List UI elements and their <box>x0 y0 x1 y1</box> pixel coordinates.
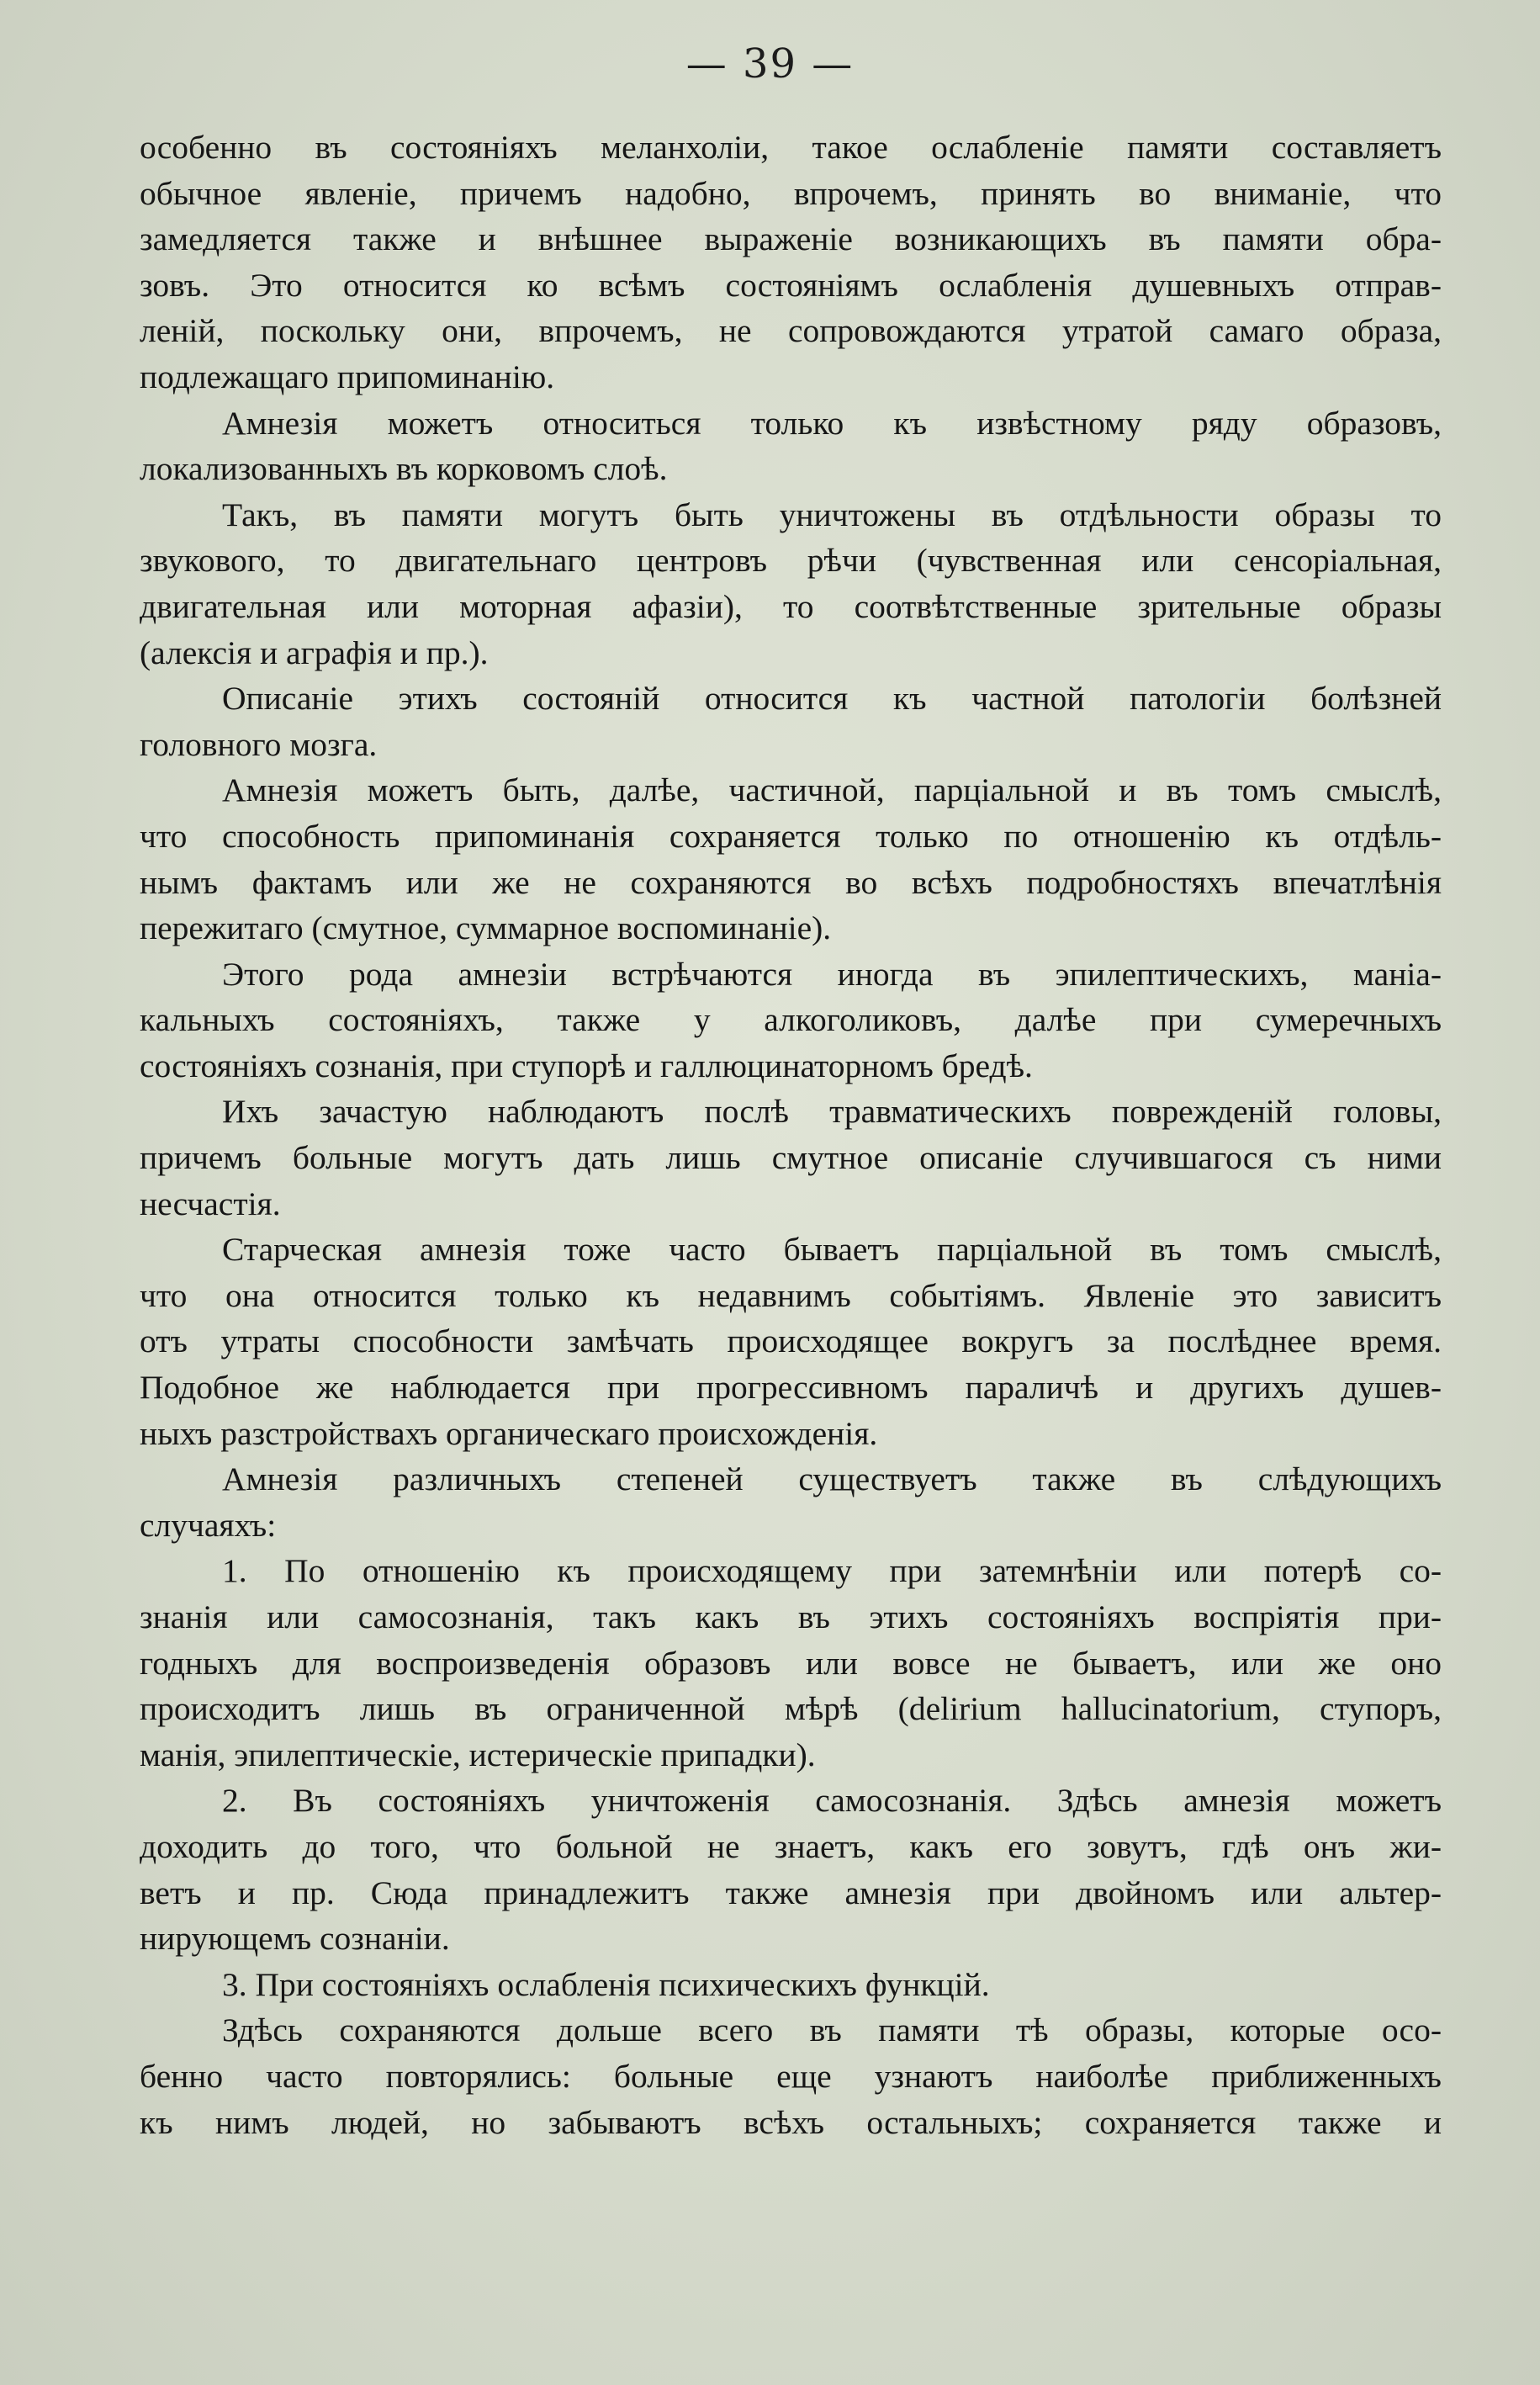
paragraph <box>140 1962 1442 2008</box>
text-line: знанія или самосознанія, такъ какъ въ этихъ состояніяхъ воспріятія при- <box>140 1598 1442 1635</box>
paragraph <box>140 1456 1442 1548</box>
paragraph <box>140 1227 1442 1456</box>
text-line: происходитъ лишь въ ограниченной мѣрѣ (delirium hallucinatorium, ступоръ, <box>140 1690 1442 1728</box>
paragraph <box>140 125 1442 400</box>
text-line: доходить до того, что больной не знаетъ, какъ его зовутъ, гдѣ онъ жи- <box>140 1827 1442 1865</box>
text-line: что она относится только къ недавнимъ событіямъ. Явленіе это зависитъ <box>140 1276 1442 1314</box>
paragraph <box>140 1089 1442 1227</box>
text-line: годныхъ для воспроизведенія образовъ или вовсе не бываетъ, или же оно <box>140 1644 1442 1682</box>
text-line: къ нимъ людей, но забываютъ всѣхъ остальныхъ; сохраняется также и <box>140 2103 1442 2141</box>
paragraph <box>140 2007 1442 2145</box>
text-line: Амнезія различныхъ степеней существуетъ также въ слѣдующихъ <box>222 1460 1442 1498</box>
text-line: 1. По отношенію къ происходящему при затемнѣніи или потерѣ со- <box>222 1552 1442 1590</box>
text-line: замедляется также и внѣшнее выраженіе возникающихъ въ памяти обра- <box>140 220 1442 258</box>
text-line: состояніяхъ сознанія, при ступорѣ и галлюцинаторномъ бредѣ. <box>140 1047 1033 1084</box>
text-line: кальныхъ состояніяхъ, также у алкоголиковъ, далѣе при сумеречныхъ <box>140 1001 1442 1039</box>
paragraph <box>140 492 1442 676</box>
text-line: обычное явленіе, причемъ надобно, впрочемъ, принять во вниманіе, что <box>140 174 1442 212</box>
paragraph <box>140 1778 1442 1961</box>
paragraph <box>140 951 1442 1089</box>
text-line: что способность припоминанія сохраняется только по отношенію къ отдѣль- <box>140 817 1442 855</box>
page-number: — 39 — <box>685 40 855 87</box>
text-line: Такъ, въ памяти могутъ быть уничтожены въ отдѣльности образы то <box>222 496 1442 533</box>
text-line: ныхъ разстройствахъ органическаго происхожденія. <box>140 1414 878 1452</box>
text-line: случаяхъ: <box>140 1506 277 1544</box>
text-line: нирующемъ сознаніи. <box>140 1920 450 1958</box>
text-line: Амнезія можетъ быть, далѣе, частичной, парціальной и въ томъ смыслѣ, <box>222 771 1442 809</box>
paragraph <box>140 676 1442 767</box>
text-line: Старческая амнезія тоже часто бываетъ парціальной въ томъ смыслѣ, <box>222 1231 1442 1269</box>
text-line: звукового, то двигательнаго центровъ рѣчи (чувственная или сенсоріальная, <box>140 542 1442 580</box>
paragraph <box>140 1548 1442 1778</box>
text-line: (алексія и аграфія и пр.). <box>140 633 489 671</box>
text-line: Подобное же наблюдается при прогрессивномъ параличѣ и другихъ душев- <box>140 1369 1442 1407</box>
text-line: локализованныхъ въ корковомъ слоѣ. <box>140 450 668 488</box>
text-line: Здѣсь сохраняются дольше всего въ памяти тѣ образы, которые осо- <box>222 2011 1442 2049</box>
text-line: Ихъ зачастую наблюдаютъ послѣ травматическихъ поврежденій головы, <box>222 1093 1442 1131</box>
text-line: Описаніе этихъ состояній относится къ частной патологіи болѣзней <box>222 680 1442 718</box>
text-line: нымъ фактамъ или же не сохраняются во всѣхъ подробностяхъ впечатлѣнія <box>140 863 1442 901</box>
text-line: отъ утраты способности замѣчать происходящее вокругъ за послѣднее время. <box>140 1322 1442 1360</box>
text-line: особенно въ состояніяхъ меланхоліи, такое ослабленіе памяти составляетъ <box>140 129 1442 166</box>
text-line: Этого рода амнезіи встрѣчаются иногда въ эпилептическихъ, маніа- <box>222 955 1442 993</box>
paragraph <box>140 767 1442 951</box>
text-line: бенно часто повторялись: больные еще узнаютъ наиболѣе приближенныхъ <box>140 2057 1442 2095</box>
text-line: 2. Въ состояніяхъ уничтоженія самосознанія. Здѣсь амнезія можетъ <box>222 1782 1442 1820</box>
body-text <box>140 125 1442 2145</box>
text-line: зовъ. Это относится ко всѣмъ состояніямъ ослабленія душевныхъ отправ- <box>140 266 1442 304</box>
text-line: причемъ больные могутъ дать лишь смутное описаніе случившагося съ ними <box>140 1139 1442 1177</box>
text-line: леній, поскольку они, впрочемъ, не сопровождаются утратой самаго образа, <box>140 312 1442 350</box>
text-line: пережитаго (смутное, суммарное воспоминаніе). <box>140 909 832 947</box>
text-line: Амнезія можетъ относиться только къ извѣстному ряду образовъ, <box>222 404 1442 442</box>
text-line: подлежащаго припоминанію. <box>140 358 555 395</box>
text-line: манія, эпилептическіе, истерическіе припадки). <box>140 1736 816 1773</box>
text-line: головного мозга. <box>140 725 378 763</box>
text-line: 3. При состояніяхъ ослабленія психическихъ функцій. <box>222 1965 990 2003</box>
text-line: ветъ и пр. Сюда принадлежитъ также амнезія при двойномъ или альтер- <box>140 1874 1442 1911</box>
paragraph <box>140 400 1442 492</box>
text-line: несчастія. <box>140 1185 281 1222</box>
text-line: двигательная или моторная афазіи), то соотвѣтственные зрительные образы <box>140 587 1442 625</box>
